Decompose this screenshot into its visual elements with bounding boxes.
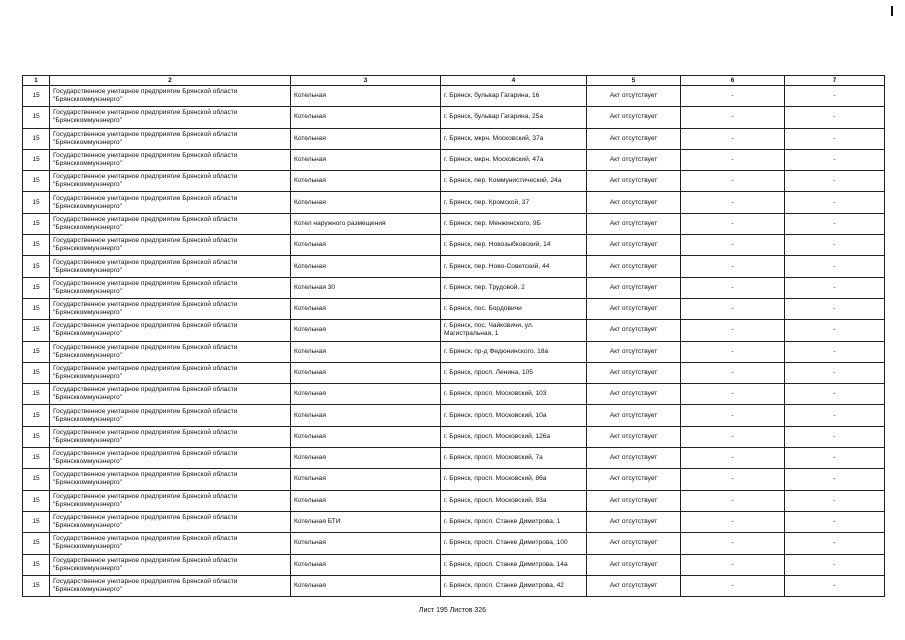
column-6-value: - xyxy=(681,235,785,256)
table-row xyxy=(23,235,885,256)
column-number-5: 5 xyxy=(587,76,681,86)
object-name: Котельная xyxy=(291,171,441,192)
object-name: Котельная xyxy=(291,384,441,405)
column-6-value: - xyxy=(681,405,785,426)
column-7-value: - xyxy=(785,213,885,234)
row-number: 15 xyxy=(23,171,50,192)
column-number-6: 6 xyxy=(681,76,785,86)
organization-name: Государственное унитарное предприятие Брянской области "Брянсккоммунэнерго" xyxy=(50,128,291,149)
column-6-value: - xyxy=(681,469,785,490)
act-status: Акт отсутствует xyxy=(587,171,681,192)
act-status: Акт отсутствует xyxy=(587,554,681,575)
column-7-value: - xyxy=(785,171,885,192)
object-address: г. Брянск, бульвар Гагарина, 16 xyxy=(441,86,587,107)
column-7-value: - xyxy=(785,384,885,405)
column-7-value: - xyxy=(785,575,885,596)
table-row xyxy=(23,213,885,234)
act-status: Акт отсутствует xyxy=(587,426,681,447)
act-status: Акт отсутствует xyxy=(587,192,681,213)
column-7-value: - xyxy=(785,554,885,575)
act-status: Акт отсутствует xyxy=(587,107,681,128)
column-6-value: - xyxy=(681,107,785,128)
register-table xyxy=(22,75,885,597)
column-7-value: - xyxy=(785,426,885,447)
object-address: г. Брянск, просп. Ленина, 105 xyxy=(441,362,587,383)
organization-name: Государственное унитарное предприятие Брянской области "Брянсккоммунэнерго" xyxy=(50,171,291,192)
object-address: г. Брянск, просп. Станке Димитрова, 14а xyxy=(441,554,587,575)
organization-name: Государственное унитарное предприятие Брянской области "Брянсккоммунэнерго" xyxy=(50,86,291,107)
column-6-value: - xyxy=(681,256,785,277)
row-number: 15 xyxy=(23,405,50,426)
object-name: Котельная xyxy=(291,575,441,596)
object-address: г. Брянск, пер. Ново-Советский, 44 xyxy=(441,256,587,277)
row-number: 15 xyxy=(23,192,50,213)
object-address: г. Брянск, просп. Московский, 86а xyxy=(441,469,587,490)
column-7-value: - xyxy=(785,320,885,341)
column-7-value: - xyxy=(785,405,885,426)
organization-name: Государственное унитарное предприятие Брянской области "Брянсккоммунэнерго" xyxy=(50,192,291,213)
act-status: Акт отсутствует xyxy=(587,149,681,170)
object-name: Котельная xyxy=(291,426,441,447)
organization-name: Государственное унитарное предприятие Брянской области "Брянсккоммунэнерго" xyxy=(50,107,291,128)
row-number: 15 xyxy=(23,490,50,511)
table-row xyxy=(23,384,885,405)
organization-name: Государственное унитарное предприятие Брянской области "Брянсккоммунэнерго" xyxy=(50,426,291,447)
column-7-value: - xyxy=(785,107,885,128)
column-7-value: - xyxy=(785,192,885,213)
organization-name: Государственное унитарное предприятие Брянской области "Брянсккоммунэнерго" xyxy=(50,575,291,596)
act-status: Акт отсутствует xyxy=(587,341,681,362)
column-6-value: - xyxy=(681,277,785,298)
object-address: г. Брянск, пер. Коммунистический, 24а xyxy=(441,171,587,192)
column-6-value: - xyxy=(681,86,785,107)
table-row xyxy=(23,426,885,447)
act-status: Акт отсутствует xyxy=(587,490,681,511)
object-name: Котельная xyxy=(291,86,441,107)
organization-name: Государственное унитарное предприятие Брянской области "Брянсккоммунэнерго" xyxy=(50,405,291,426)
row-number: 15 xyxy=(23,320,50,341)
object-name: Котельная БТИ xyxy=(291,511,441,532)
table-row xyxy=(23,469,885,490)
organization-name: Государственное унитарное предприятие Брянской области "Брянсккоммунэнерго" xyxy=(50,341,291,362)
table-row xyxy=(23,320,885,341)
table-row xyxy=(23,448,885,469)
column-6-value: - xyxy=(681,320,785,341)
object-address: г. Брянск, пер. Кромской, 37 xyxy=(441,192,587,213)
column-6-value: - xyxy=(681,533,785,554)
column-6-value: - xyxy=(681,490,785,511)
object-address: г. Брянск, мкрн. Московский, 37а xyxy=(441,128,587,149)
column-7-value: - xyxy=(785,469,885,490)
table-row xyxy=(23,362,885,383)
column-7-value: - xyxy=(785,298,885,319)
table-row xyxy=(23,533,885,554)
object-name: Котельная xyxy=(291,469,441,490)
row-number: 15 xyxy=(23,128,50,149)
act-status: Акт отсутствует xyxy=(587,128,681,149)
organization-name: Государственное унитарное предприятие Брянской области "Брянсккоммунэнерго" xyxy=(50,533,291,554)
column-6-value: - xyxy=(681,213,785,234)
organization-name: Государственное унитарное предприятие Брянской области "Брянсккоммунэнерго" xyxy=(50,277,291,298)
act-status: Акт отсутствует xyxy=(587,320,681,341)
column-6-value: - xyxy=(681,171,785,192)
object-name: Котельная xyxy=(291,107,441,128)
organization-name: Государственное унитарное предприятие Брянской области "Брянсккоммунэнерго" xyxy=(50,362,291,383)
object-name: Котельная 30 xyxy=(291,277,441,298)
table-row xyxy=(23,86,885,107)
object-address: г. Брянск, бульвар Гагарина, 25а xyxy=(441,107,587,128)
act-status: Акт отсутствует xyxy=(587,298,681,319)
row-number: 15 xyxy=(23,86,50,107)
organization-name: Государственное унитарное предприятие Брянской области "Брянсккоммунэнерго" xyxy=(50,235,291,256)
act-status: Акт отсутствует xyxy=(587,213,681,234)
organization-name: Государственное унитарное предприятие Брянской области "Брянсккоммунэнерго" xyxy=(50,213,291,234)
object-address: г. Брянск, просп. Московский, 126а xyxy=(441,426,587,447)
column-7-value: - xyxy=(785,235,885,256)
column-6-value: - xyxy=(681,298,785,319)
row-number: 15 xyxy=(23,341,50,362)
organization-name: Государственное унитарное предприятие Брянской области "Брянсккоммунэнерго" xyxy=(50,511,291,532)
object-address: г. Брянск, просп. Московский, 93а xyxy=(441,490,587,511)
table-row xyxy=(23,298,885,319)
row-number: 15 xyxy=(23,235,50,256)
act-status: Акт отсутствует xyxy=(587,533,681,554)
organization-name: Государственное унитарное предприятие Брянской области "Брянсккоммунэнерго" xyxy=(50,384,291,405)
object-address: г. Брянск, просп. Станке Димитрова, 42 xyxy=(441,575,587,596)
object-name: Котельная xyxy=(291,320,441,341)
column-6-value: - xyxy=(681,384,785,405)
column-7-value: - xyxy=(785,448,885,469)
page-footer: Лист 195 Листов 326 xyxy=(418,607,487,614)
act-status: Акт отсутствует xyxy=(587,362,681,383)
object-address: г. Брянск, пр-д Федюнинского, 18а xyxy=(441,341,587,362)
object-name: Котельная xyxy=(291,256,441,277)
object-name: Котельная xyxy=(291,192,441,213)
table-row xyxy=(23,171,885,192)
column-6-value: - xyxy=(681,362,785,383)
column-6-value: - xyxy=(681,554,785,575)
row-number: 15 xyxy=(23,469,50,490)
column-7-value: - xyxy=(785,490,885,511)
act-status: Акт отсутствует xyxy=(587,384,681,405)
column-7-value: - xyxy=(785,533,885,554)
object-name: Котельная xyxy=(291,533,441,554)
table-row xyxy=(23,256,885,277)
object-address: г. Брянск, пос. Бордовичи xyxy=(441,298,587,319)
object-name: Котельная xyxy=(291,405,441,426)
table-row xyxy=(23,575,885,596)
organization-name: Государственное унитарное предприятие Брянской области "Брянсккоммунэнерго" xyxy=(50,554,291,575)
organization-name: Государственное унитарное предприятие Брянской области "Брянсккоммунэнерго" xyxy=(50,256,291,277)
row-number: 15 xyxy=(23,384,50,405)
row-number: 15 xyxy=(23,575,50,596)
column-6-value: - xyxy=(681,448,785,469)
table-row xyxy=(23,554,885,575)
row-number: 15 xyxy=(23,213,50,234)
act-status: Акт отсутствует xyxy=(587,86,681,107)
table-row xyxy=(23,128,885,149)
table-row xyxy=(23,405,885,426)
object-name: Котельная xyxy=(291,448,441,469)
column-7-value: - xyxy=(785,128,885,149)
column-number-7: 7 xyxy=(785,76,885,86)
column-7-value: - xyxy=(785,341,885,362)
organization-name: Государственное унитарное предприятие Брянской области "Брянсккоммунэнерго" xyxy=(50,469,291,490)
organization-name: Государственное унитарное предприятие Брянской области "Брянсккоммунэнерго" xyxy=(50,298,291,319)
column-6-value: - xyxy=(681,341,785,362)
column-6-value: - xyxy=(681,426,785,447)
column-7-value: - xyxy=(785,256,885,277)
object-name: Котел наружного размещения xyxy=(291,213,441,234)
row-number: 15 xyxy=(23,533,50,554)
row-number: 15 xyxy=(23,554,50,575)
object-name: Котельная xyxy=(291,298,441,319)
page-edge-mark xyxy=(891,6,893,16)
organization-name: Государственное унитарное предприятие Брянской области "Брянсккоммунэнерго" xyxy=(50,149,291,170)
row-number: 15 xyxy=(23,426,50,447)
organization-name: Государственное унитарное предприятие Брянской области "Брянсккоммунэнерго" xyxy=(50,320,291,341)
column-7-value: - xyxy=(785,277,885,298)
column-7-value: - xyxy=(785,149,885,170)
organization-name: Государственное унитарное предприятие Брянской области "Брянсккоммунэнерго" xyxy=(50,490,291,511)
table-row xyxy=(23,192,885,213)
column-7-value: - xyxy=(785,362,885,383)
object-address: г. Брянск, просп. Станке Димитрова, 100 xyxy=(441,533,587,554)
column-6-value: - xyxy=(681,149,785,170)
object-address: г. Брянск, просп. Московский, 103 xyxy=(441,384,587,405)
object-address: г. Брянск, просп. Московский, 7а xyxy=(441,448,587,469)
object-address: г. Брянск, пос. Чайковичи, ул. Магистральная, 1 xyxy=(441,320,587,341)
object-name: Котельная xyxy=(291,554,441,575)
table-row xyxy=(23,490,885,511)
column-number-row xyxy=(23,76,885,86)
row-number: 15 xyxy=(23,298,50,319)
row-number: 15 xyxy=(23,277,50,298)
column-6-value: - xyxy=(681,575,785,596)
column-number-3: 3 xyxy=(291,76,441,86)
object-name: Котельная xyxy=(291,341,441,362)
table-row xyxy=(23,511,885,532)
act-status: Акт отсутствует xyxy=(587,511,681,532)
column-6-value: - xyxy=(681,511,785,532)
table-row xyxy=(23,277,885,298)
column-7-value: - xyxy=(785,86,885,107)
object-address: г. Брянск, мкрн. Московский, 47а xyxy=(441,149,587,170)
act-status: Акт отсутствует xyxy=(587,575,681,596)
act-status: Акт отсутствует xyxy=(587,469,681,490)
object-address: г. Брянск, просп. Московский, 10а xyxy=(441,405,587,426)
row-number: 15 xyxy=(23,107,50,128)
act-status: Акт отсутствует xyxy=(587,235,681,256)
object-name: Котельная xyxy=(291,235,441,256)
column-number-2: 2 xyxy=(50,76,291,86)
object-name: Котельная xyxy=(291,149,441,170)
object-name: Котельная xyxy=(291,490,441,511)
row-number: 15 xyxy=(23,448,50,469)
table-row xyxy=(23,107,885,128)
row-number: 15 xyxy=(23,256,50,277)
row-number: 15 xyxy=(23,511,50,532)
row-number: 15 xyxy=(23,149,50,170)
column-number-4: 4 xyxy=(441,76,587,86)
object-address: г. Брянск, пер. Трудовой, 2 xyxy=(441,277,587,298)
column-6-value: - xyxy=(681,192,785,213)
act-status: Акт отсутствует xyxy=(587,277,681,298)
column-number-1: 1 xyxy=(23,76,50,86)
object-name: Котельная xyxy=(291,128,441,149)
column-6-value: - xyxy=(681,128,785,149)
column-7-value: - xyxy=(785,511,885,532)
row-number: 15 xyxy=(23,362,50,383)
act-status: Акт отсутствует xyxy=(587,256,681,277)
object-address: г. Брянск, просп. Станке Димитрова, 1 xyxy=(441,511,587,532)
object-name: Котельная xyxy=(291,362,441,383)
act-status: Акт отсутствует xyxy=(587,448,681,469)
organization-name: Государственное унитарное предприятие Брянской области "Брянсккоммунэнерго" xyxy=(50,448,291,469)
table-row xyxy=(23,341,885,362)
table-row xyxy=(23,149,885,170)
act-status: Акт отсутствует xyxy=(587,405,681,426)
object-address: г. Брянск, пер. Новозыбковский, 14 xyxy=(441,235,587,256)
object-address: г. Брянск, пер. Менжинского, 9Б xyxy=(441,213,587,234)
